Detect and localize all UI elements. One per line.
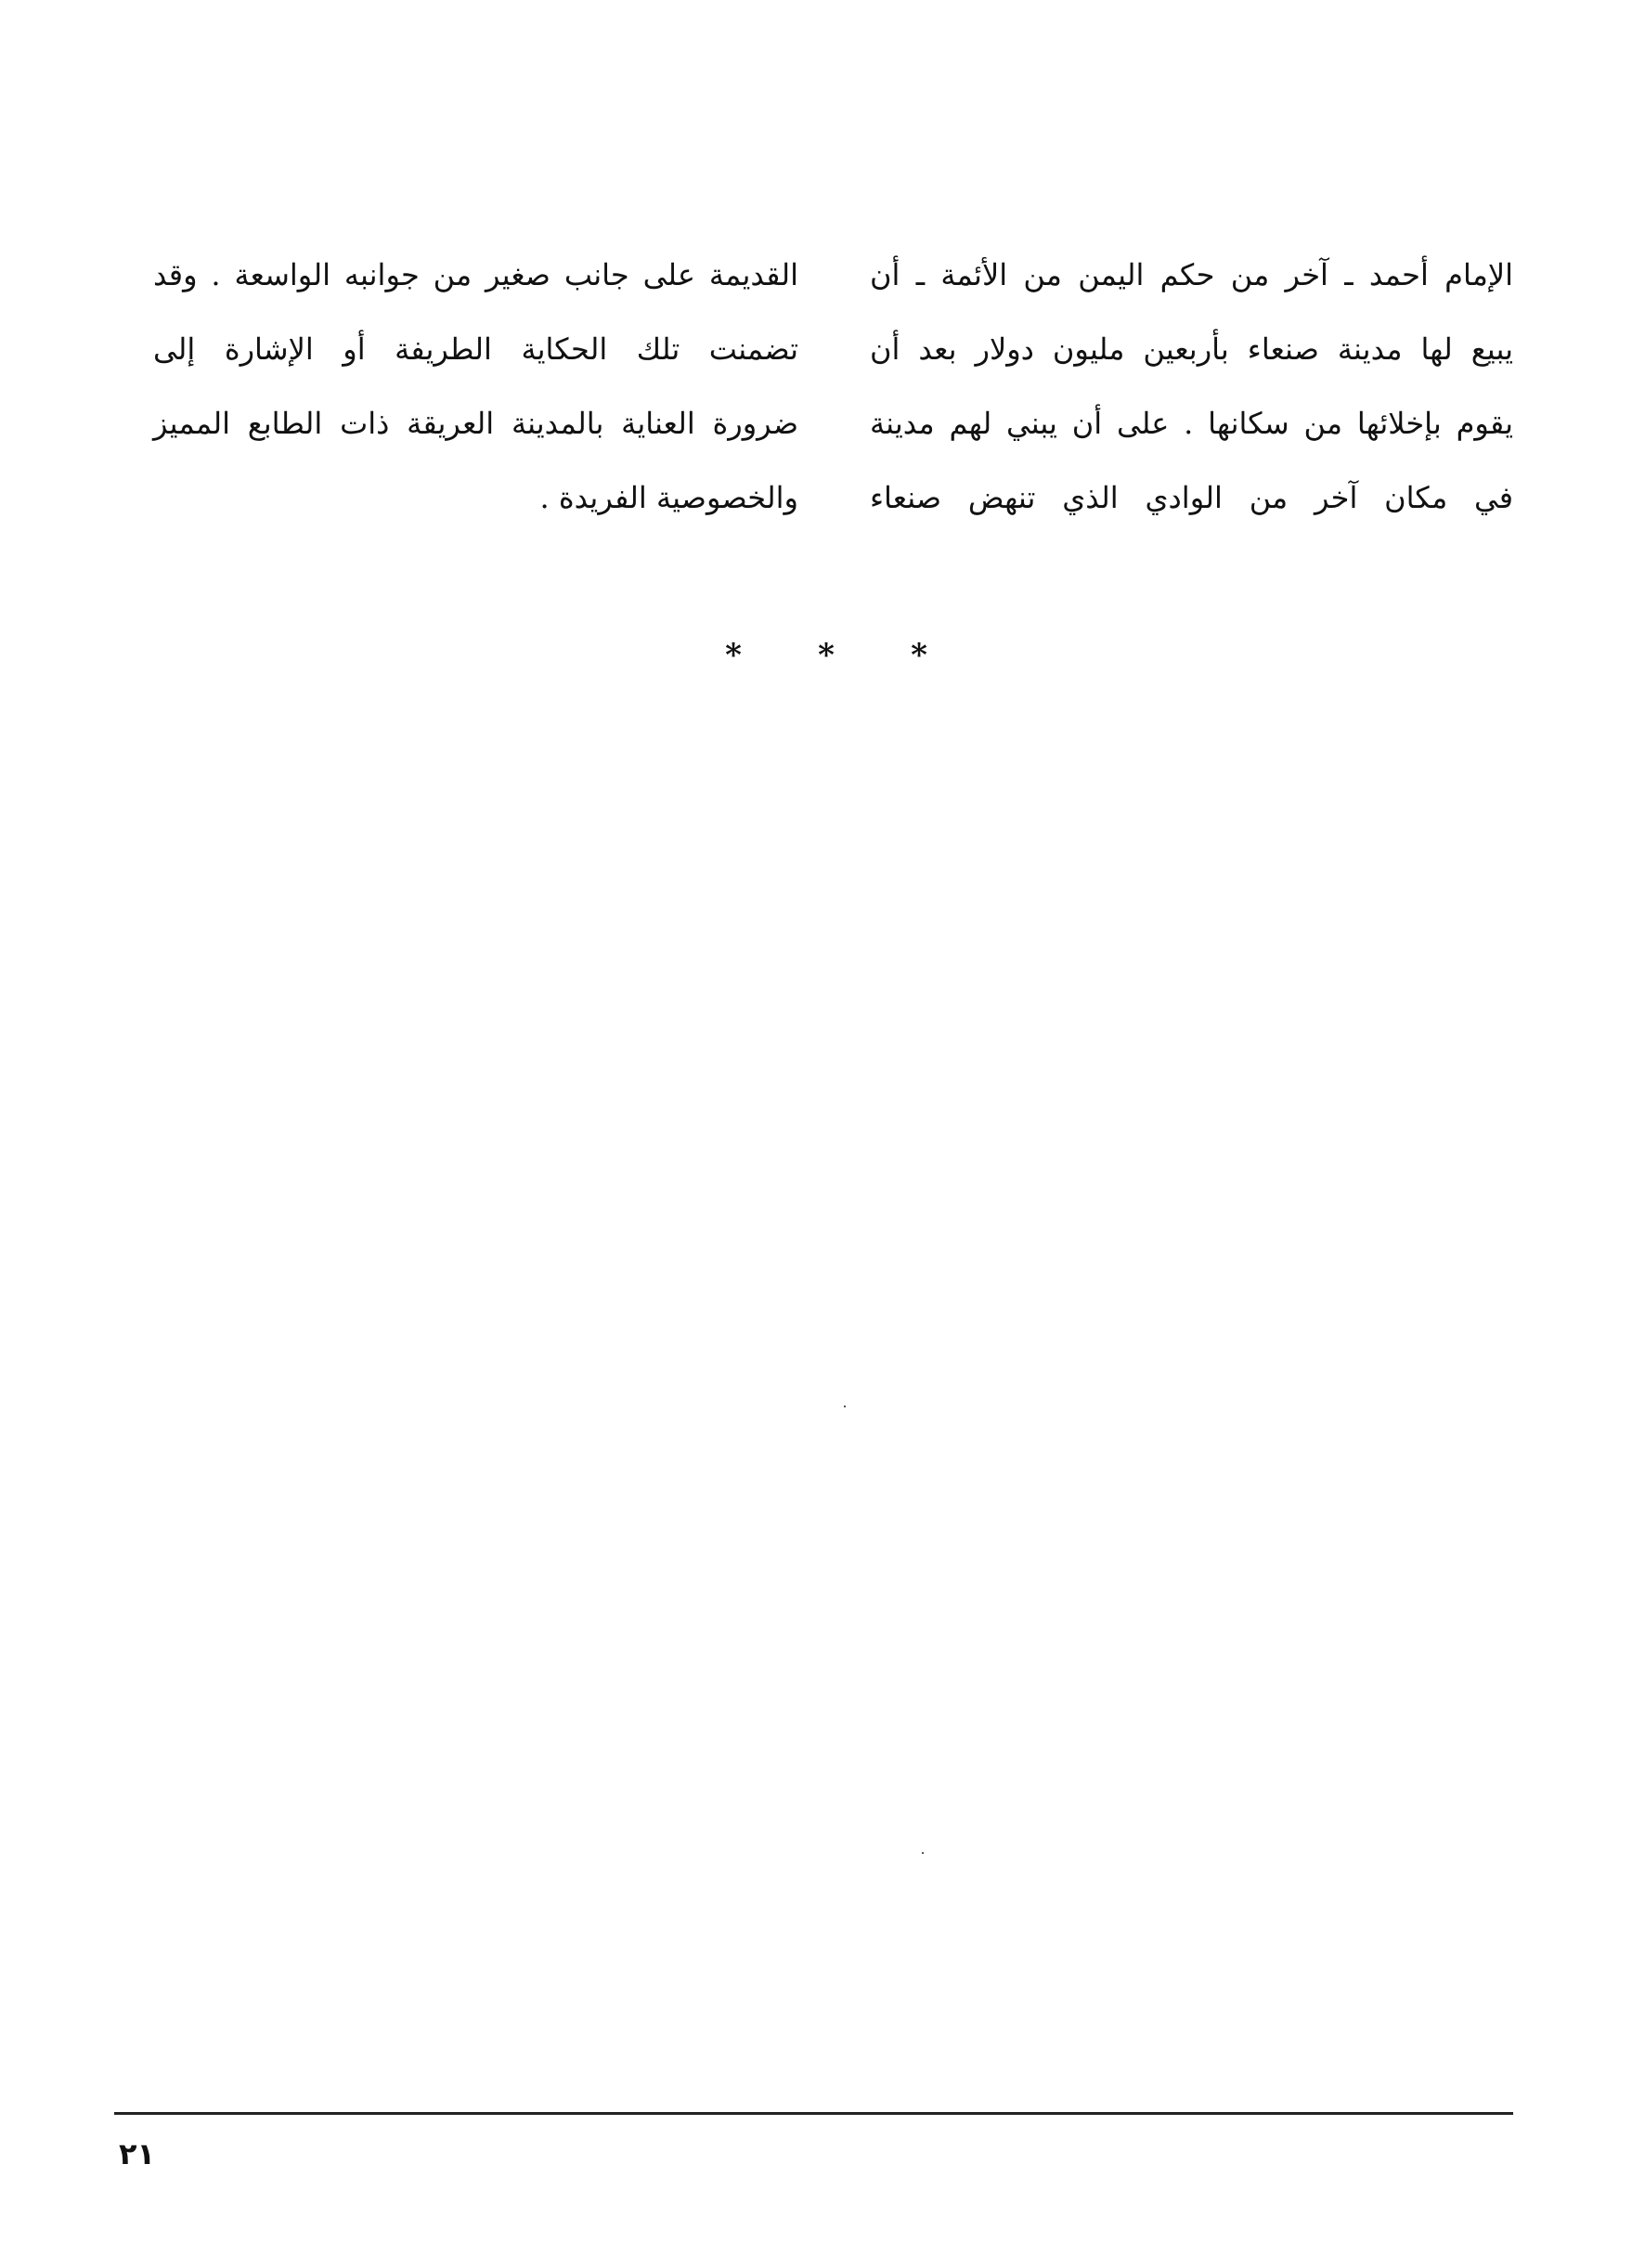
text-line: تضمنت تلك الحكاية الطريفة أو الإشارة إلى: [153, 331, 798, 367]
text-line: يبيع لها مدينة صنعاء بأربعين مليون دولار بعد أن: [870, 331, 1513, 367]
asterisk-mark: *: [725, 637, 742, 674]
text-line: القديمة على جانب صغير من جوانبه الواسعة . وقد: [153, 257, 798, 292]
text-line: يقوم بإخلائها من سكانها . على أن يبني لهم مدينة: [870, 406, 1513, 441]
footer-rule: [114, 2112, 1513, 2115]
text-line: والخصوصية الفريدة .: [539, 480, 798, 515]
text-line: الإمام أحمد ـ آخر من حكم اليمن من الأئمة ـ أن: [870, 257, 1513, 292]
text-line: ضرورة العناية بالمدينة العريقة ذات الطابع المميز: [153, 406, 798, 441]
page-number: ٢١: [119, 2136, 156, 2171]
asterisk-mark: *: [911, 637, 927, 674]
text-column-right: [870, 238, 1513, 535]
text-column-left: [153, 238, 798, 535]
scan-speck: [844, 1406, 846, 1407]
section-separator: [715, 628, 938, 683]
text-line: في مكان آخر من الوادي الذي تنهض صنعاء: [870, 480, 1513, 515]
scan-speck: [922, 1852, 924, 1854]
asterisk-mark: *: [818, 637, 835, 674]
